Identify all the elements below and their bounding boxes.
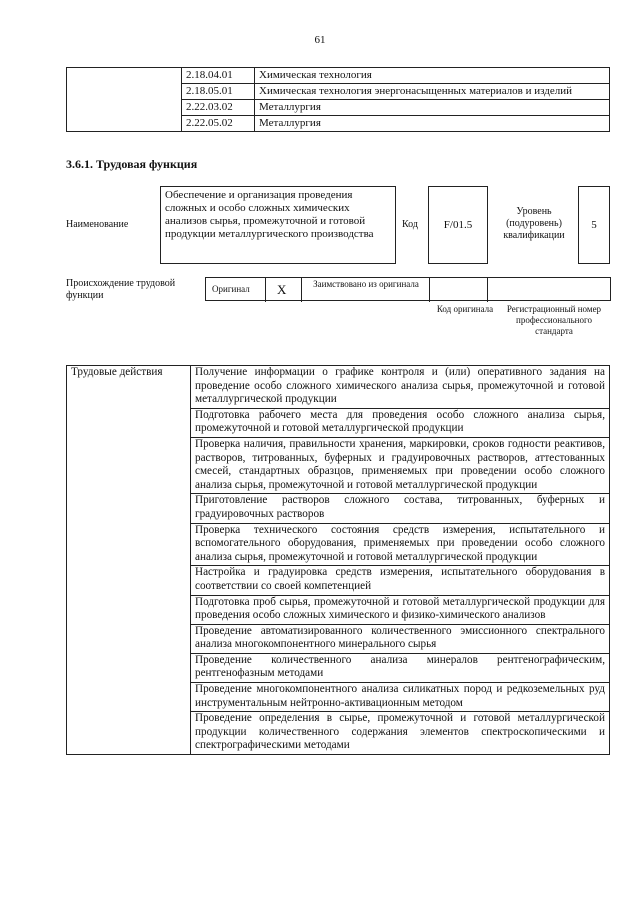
- original-label: Оригинал: [212, 284, 250, 294]
- specialty-code: 2.22.03.02: [182, 100, 255, 116]
- labor-action: Подготовка проб сырья, промежуточной и готовой металлургической продукции для проведения особо сложных химического и физико-химического анализов: [191, 595, 610, 624]
- specialty-name: Металлургия: [255, 100, 610, 116]
- origin-label: Происхождение трудовой функции: [66, 278, 176, 301]
- level-value: 5: [591, 219, 597, 231]
- specialty-name: Металлургия: [255, 116, 610, 132]
- code-label: Код: [402, 219, 418, 230]
- labor-actions-table: [66, 365, 610, 755]
- borrowed-label: Заимствовано из оригинала: [313, 279, 419, 289]
- specialty-name: Химическая технология: [255, 68, 610, 84]
- level-box: [578, 186, 610, 264]
- labor-action: Подготовка рабочего места для проведения особо сложного анализа сырья, промежуточной и готовой металлургической продукции: [191, 408, 610, 437]
- labor-action: Получение информации о графике контроля и (или) оперативного задания на проведение особо сложного химического анализа сырья, промежуточной и готовой металлургической продукции: [191, 366, 610, 409]
- borrowed-cell: [302, 278, 430, 302]
- labor-action: Проверка технического состояния средств измерения, испытательного и вспомогательного оборудования, применяемых при проведении особо сложного анализа сырья, промежуточной и готовой металлургической продукции: [191, 523, 610, 566]
- page-number: 61: [314, 34, 326, 46]
- labor-action: Проведение многокомпонентного анализа силикатных пород и редкоземельных руд инструментальным нейтронно-активационным методом: [191, 683, 610, 712]
- reg-number-label: Регистрационный номер профессионального стандарта: [506, 304, 602, 336]
- labor-action: Проведение количественного анализа минералов рентгенографическим, рентгенофазным методами: [191, 653, 610, 682]
- specialty-code: 2.18.05.01: [182, 84, 255, 100]
- function-code: F/01.5: [443, 219, 473, 231]
- level-label: Уровень (подуровень) квалификации: [503, 206, 565, 241]
- section-heading: 3.6.1. Трудовая функция: [66, 157, 198, 171]
- code-original-cell: [430, 278, 488, 302]
- empty-cell: [67, 68, 182, 132]
- specialty-name: Химическая технология энергонасыщенных материалов и изделий: [255, 84, 610, 100]
- labor-action: Проверка наличия, правильности хранения, маркировки, сроков годности реактивов, растворов, титрованных, буферных и градуировочных растворов, аттестованных смесей, стандартных образцов, применяемых при проведении особо сложного анализа сырья, промежуточной и готовой металлургической продукции: [191, 437, 610, 493]
- specialty-code: 2.18.04.01: [182, 68, 255, 84]
- reg-number-cell: [488, 278, 612, 302]
- labor-action: Настройка и градуировка средств измерения, испытательного оборудования в соответствии со своей компетенцией: [191, 566, 610, 595]
- original-mark-cell: [266, 278, 302, 302]
- code-original-label: Код оригинала: [436, 304, 494, 314]
- labor-action: Приготовление растворов сложного состава, титрованных, буферных и градуировочных растворов: [191, 494, 610, 523]
- table-row: [67, 68, 610, 84]
- name-label: Наименование: [66, 219, 129, 230]
- original-mark: X: [277, 282, 287, 297]
- specialty-code: 2.22.05.02: [182, 116, 255, 132]
- origin-row: [205, 277, 611, 301]
- original-cell: [206, 278, 266, 302]
- labor-action: Проведение определения в сырье, промежуточной и готовой металлургической продукции количественного содержания элементов спектроскопическими и спектрографическими методами: [191, 712, 610, 755]
- table-row: [67, 366, 610, 409]
- function-name-box: Обеспечение и организация проведения сложных и особо сложных химических анализов сырья, промежуточной и готовой продукции металлургического производства: [160, 186, 396, 264]
- specialty-code-table: [66, 67, 610, 132]
- labor-actions-header: Трудовые действия: [67, 366, 191, 755]
- labor-action: Проведение автоматизированного количественного эмиссионного спектрального анализа многокомпонентного минерального сырья: [191, 624, 610, 653]
- function-code-box: [428, 186, 488, 264]
